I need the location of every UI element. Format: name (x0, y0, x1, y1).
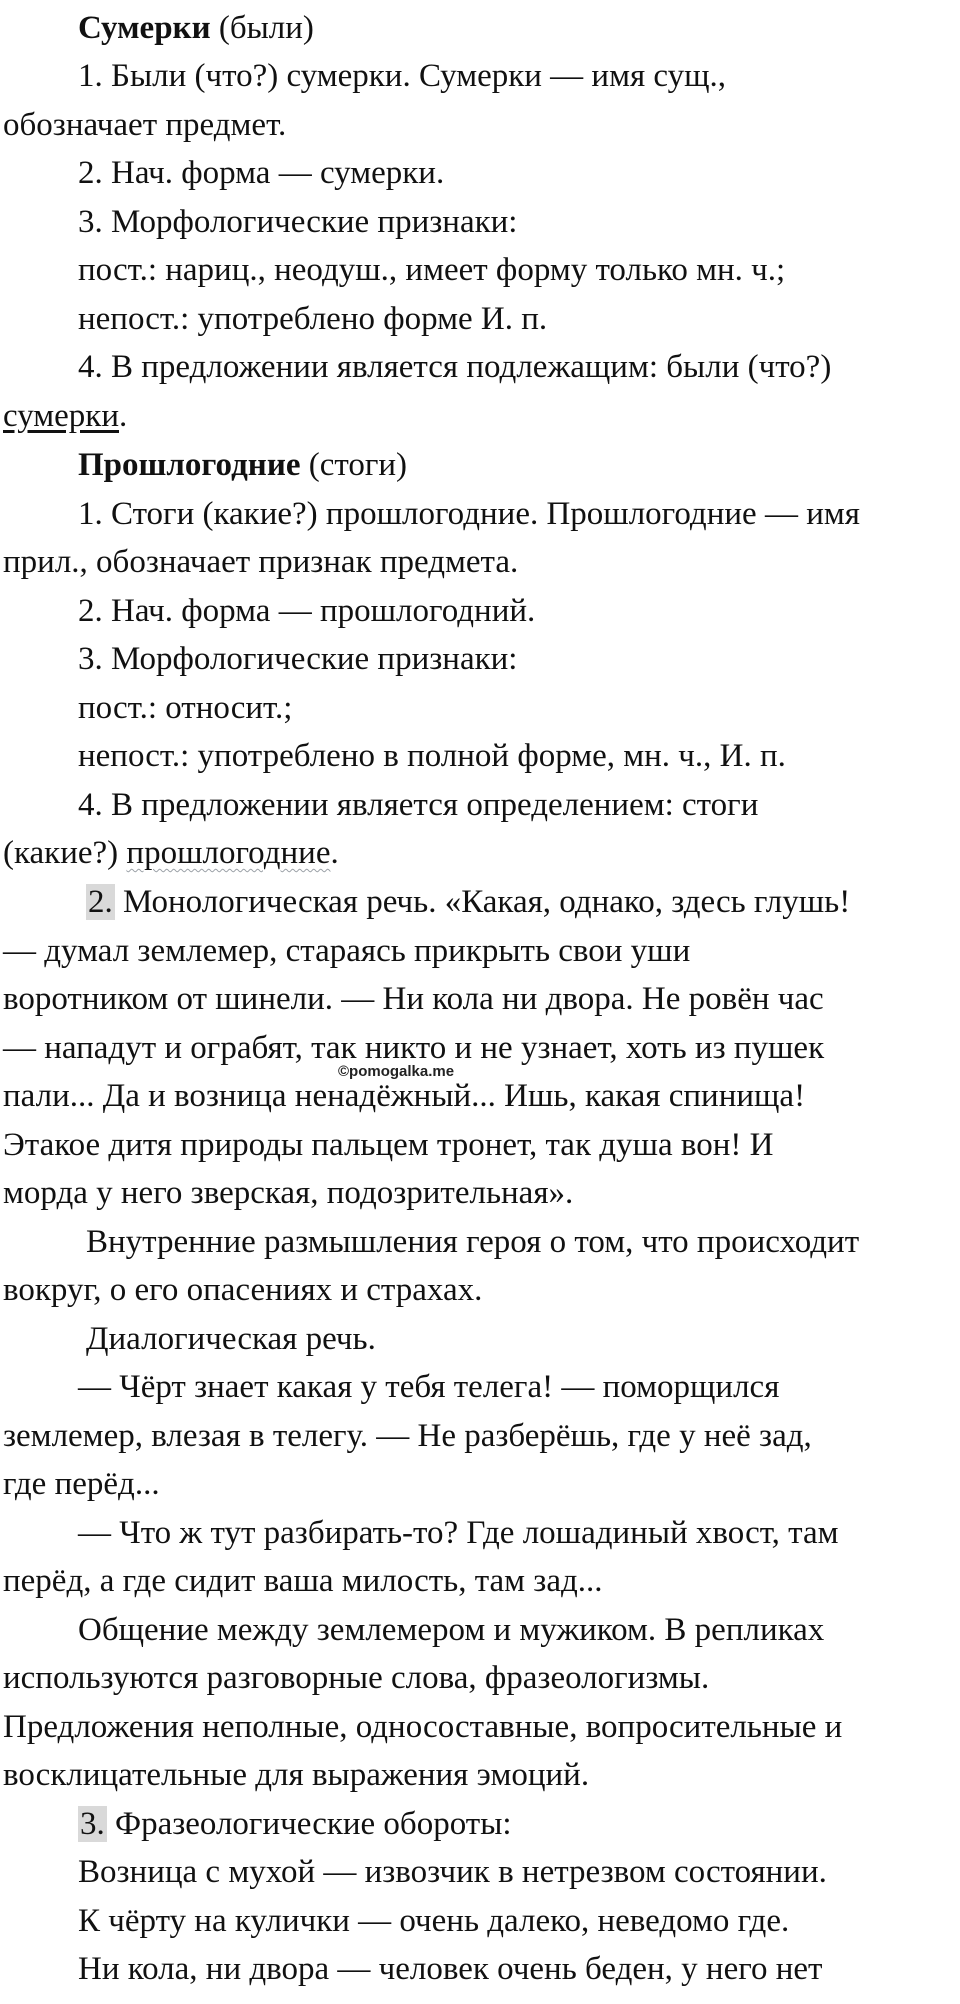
paragraph-line: пост.: нариц., неодуш., имеет форму только мн. ч.; (78, 252, 786, 288)
task-number-badge: 2. (88, 884, 113, 920)
paragraph-line (3, 392, 127, 440)
paragraph-line: Возница с мухой — извозчик в нетрезвом состоянии. (78, 1854, 827, 1890)
underlined-word: сумерки (3, 398, 119, 434)
heading-context: (были) (210, 10, 314, 46)
paragraph-line: морда у него зверская, подозрительная». (3, 1175, 574, 1211)
paragraph-line: — Чёрт знает какая у тебя телега! — поморщился (78, 1369, 780, 1405)
paragraph-line: Внутренние размышления героя о том, что происходит (86, 1224, 860, 1260)
task-number-badge: 3. (80, 1806, 105, 1842)
punctuation: . (330, 835, 339, 871)
task-2-line (86, 878, 850, 926)
paragraph-line: — думал землемер, стараясь прикрыть свои уши (3, 933, 691, 969)
paragraph-line: перёд, а где сидит ваша милость, там зад... (3, 1563, 603, 1599)
task-3-line (78, 1800, 512, 1848)
heading-sumerki (78, 4, 314, 52)
paragraph-line: непост.: употреблено в полной форме, мн. ч., И. п. (78, 738, 786, 774)
paragraph-line: вокруг, о его опасениях и страхах. (3, 1272, 483, 1308)
paragraph-line: — нападут и ограбят, так никто и не узнает, хоть из пушек (3, 1030, 825, 1066)
paragraph-line (3, 829, 339, 877)
heading-word: Прошлогодние (78, 447, 301, 483)
paragraph-line: восклицательные для выражения эмоций. (3, 1757, 590, 1793)
paragraph-line: воротником от шинели. — Ни кола ни двора. Не ровён час (3, 981, 824, 1017)
paragraph-line: 2. Нач. форма — сумерки. (78, 155, 445, 191)
paragraph-line: где перёд... (3, 1466, 160, 1502)
text-run: Монологическая речь. «Какая, однако, здесь глушь! (114, 884, 851, 920)
heading-word: Сумерки (78, 10, 211, 46)
paragraph-line: К чёрту на кулички — очень далеко, неведомо где. (78, 1903, 790, 1939)
paragraph-line: используются разговорные слова, фразеологизмы. (3, 1660, 710, 1696)
paragraph-line: 2. Нач. форма — прошлогодний. (78, 593, 536, 629)
text-run: (какие?) (3, 835, 127, 871)
paragraph-line: обозначает предмет. (3, 107, 287, 143)
paragraph-line: Общение между землемером и мужиком. В репликах (78, 1612, 825, 1648)
punctuation: . (119, 398, 128, 434)
paragraph-line: 4. В предложении является подлежащим: были (что?) (78, 349, 832, 385)
paragraph-line: непост.: употреблено форме И. п. (78, 301, 548, 337)
paragraph-line: 4. В предложении является определением: стоги (78, 787, 759, 823)
paragraph-line: 3. Морфологические признаки: (78, 204, 518, 240)
paragraph-line: Диалогическая речь. (86, 1321, 376, 1357)
underlined-word: прошлогодние (126, 835, 331, 871)
paragraph-line: 3. Морфологические признаки: (78, 641, 518, 677)
paragraph-line: Предложения неполные, односоставные, вопросительные и (3, 1709, 843, 1745)
paragraph-line: 1. Стоги (какие?) прошлогодние. Прошлогодние — имя (78, 496, 860, 532)
heading-context: (стоги) (300, 447, 408, 483)
paragraph-line: Этакое дитя природы пальцем тронет, так душа вон! И (3, 1127, 774, 1163)
watermark: ©pomogalka.me (338, 1063, 455, 1080)
text-run: Фразеологические обороты: (106, 1806, 512, 1842)
paragraph-line: 1. Были (что?) сумерки. Сумерки — имя сущ., (78, 58, 727, 94)
heading-proshlogodnie (78, 441, 407, 489)
paragraph-line: землемер, влезая в телегу. — Не разберёшь, где у неё зад, (3, 1418, 812, 1454)
paragraph-line: — Что ж тут разбирать-то? Где лошадиный хвост, там (78, 1515, 839, 1551)
paragraph-line: пали... Да и возница ненадёжный... Ишь, какая спинища! (3, 1078, 806, 1114)
paragraph-line: пост.: относит.; (78, 690, 293, 726)
paragraph-line: прил., обозначает признак предмета. (3, 544, 519, 580)
paragraph-line: Ни кола, ни двора — человек очень беден, у него нет (78, 1951, 823, 1987)
